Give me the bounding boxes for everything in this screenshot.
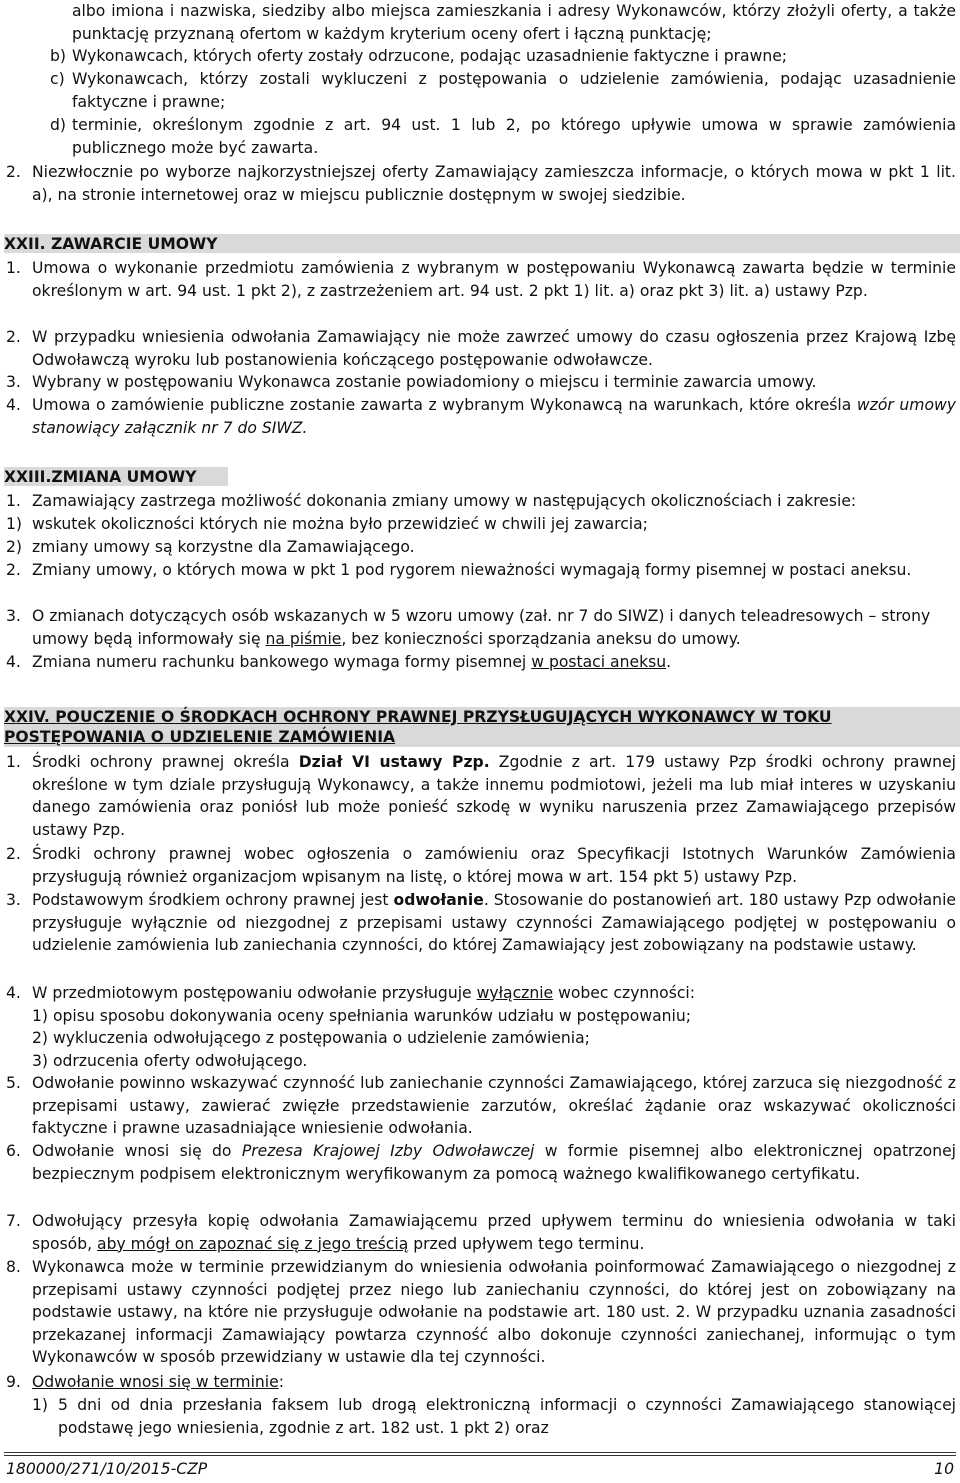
s22-item-4: 4. Umowa o zamówienie publiczne zostanie zawarta z wybranym Wykonawcą na warunkach, które określa wzór umowy stanowiący załącznik nr 7 do SIWZ. <box>6 396 956 437</box>
s23-subitem-1: 1) wskutek okoliczności których nie można było przewidzieć w chwili jej zawarcia; <box>6 515 648 533</box>
s24-item-8: 8. Wykonawca może w terminie przewidzianym do wniesienia odwołania poinformować Zamawiającego o niezgodnej z przepisami ustawy czynności podjętej przez niego lub zaniechaniu czynności, do której jest on zobowiązany na podstawie ustawy, na które nie przysługuje odwołanie na podstawie art. 180 ust. 2. W przypadku uznania zasadności przekazanej informacji Zamawiający powtarza czynność albo dokonuje czynności zaniechanej, informując o tym Wykonawców w sposób przewidziany w ustawie dla tej czynności. <box>6 1258 956 1366</box>
s23-item-4: 4. Zmiana numeru rachunku bankowego wymaga formy pisemnej w postaci aneksu. <box>6 653 672 671</box>
s24-item-5: 5. Odwołanie powinno wskazywać czynność lub zaniechanie czynności Zamawiającego, której zarzuca się niezgodność z przepisami ustawy, zawierać zwięzłe przedstawienie zarzutów, określać żądanie oraz wskazywać okoliczności faktyczne i prawne uzasadniające wniesienie odwołania. <box>6 1074 956 1137</box>
s23-item-2: 2. Zmiany umowy, o których mowa w pkt 1 pod rygorem nieważności wymagają formy pisemnej w postaci aneksu. <box>6 561 912 579</box>
section-heading-xxiv: XXIV. POUCZENIE O ŚRODKACH OCHRONY PRAWNEJ PRZYSŁUGUJĄCYCH WYKONAWCY W TOKU POSTĘPOWANIA O UDZIELENIE ZAMÓWIENIA <box>4 707 960 747</box>
section-heading-xxii: XXII. ZAWARCIE UMOWY <box>4 234 960 253</box>
s24-item-2: 2. Środki ochrony prawnej wobec ogłoszenia o zamówieniu oraz Specyfikacji Istotnych Warunków Zamówienia przysługują również organizacjom wpisanym na listę, o której mowa w art. 154 pkt 5) ustawy Pzp. <box>6 845 956 886</box>
footer-page-number: 10 <box>934 1460 954 1478</box>
s24-item-9: 9. Odwołanie wnosi się w terminie: <box>6 1373 284 1391</box>
footer-divider <box>4 1452 956 1456</box>
s24-item-1: 1. Środki ochrony prawnej określa Dział VI ustawy Pzp. Zgodnie z art. 179 ustawy Pzp środki ochrony prawnej określone w tym dziale przysługują Wykonawcy, a także innemu podmiotowi, jeżeli ma lub miał interes w uzyskaniu danego zamówienia oraz poniósł lub może ponieść szkodę w wyniku naruszenia przez Zamawiającego przepisów ustawy Pzp. <box>6 753 956 839</box>
s22-item-1: 1. Umowa o wykonanie przedmiotu zamówienia z wybranym w postępowaniu Wykonawcą zawarta będzie w terminie określonym w art. 94 ust. 1 pkt 2), z zastrzeżeniem art. 94 ust. 2 pkt 1) lit. a) oraz pkt 3) lit. a) ustawy Pzp. <box>6 259 956 300</box>
paragraph-a-continuation: albo imiona i nazwiska, siedziby albo miejsca zamieszkania i adresy Wykonawców, którzy złożyli oferty, a także punktację przyznaną ofertom w każdym kryterium oceny ofert i łączną punktację; <box>72 2 956 43</box>
paragraph-2: 2. Niezwłocznie po wyborze najkorzystniejszej oferty Zamawiający zamieszcza informacje, o których mowa w pkt 1 lit. a), na stronie internetowej oraz w miejscu publicznie dostępnym w swojej siedzibie. <box>6 163 956 204</box>
s22-item-2: 2. W przypadku wniesienia odwołania Zamawiający nie może zawrzeć umowy do czasu ogłoszenia przez Krajową Izbę Odwoławczą wyroku lub postanowienia kończącego postępowanie odwoławcze. <box>6 328 956 369</box>
s24-item-9-subitem-1: 1) 5 dni od dnia przesłania faksem lub drogą elektroniczną informacji o czynności Zamawiającego stanowiącej podstawę jego wniesienia, zgodnie z art. 182 ust. 1 pkt 2) oraz <box>32 1396 956 1437</box>
s22-item-3: 3. Wybrany w postępowaniu Wykonawca zostanie powiadomiony o miejscu i terminie zawarcia umowy. <box>6 373 817 391</box>
s24-item-4: 4. W przedmiotowym postępowaniu odwołanie przysługuje wyłącznie wobec czynności: 1) opisu sposobu dokonywania oceny spełniania warunków udziału w postępowaniu; 2) wykluczenia odwołującego z postępowania o udzielenie zamówienia; 3) odrzucenia oferty odwołującego. <box>6 984 696 1070</box>
s24-item-3: 3. Podstawowym środkiem ochrony prawnej jest odwołanie. Stosowanie do postanowień art. 180 ustawy Pzp odwołanie przysługuje wyłącznie od niezgodnej z przepisami ustawy czynności Zamawiającego podjętej w postępowaniu o udzielenie zamówienia lub zaniechania czynności, do której Zamawiający jest zobowiązany na podstawie ustawy. <box>6 891 956 954</box>
s23-item-3: 3. O zmianach dotyczących osób wskazanych w 5 wzoru umowy (zał. nr 7 do SIWZ) i danych teleadresowych – strony umowy będą informowały się na piśmie, bez konieczności sporządzania aneksu do umowy. <box>6 607 931 648</box>
s24-item-7: 7. Odwołujący przesyła kopię odwołania Zamawiającemu przed upływem terminu do wniesienia odwołania w taki sposób, aby mógł on zapoznać się z jego treścią przed upływem tego terminu. <box>6 1212 956 1253</box>
s24-item-6: 6. Odwołanie wnosi się do Prezesa Krajowej Izby Odwoławczej w formie pisemnej albo elektronicznej opatrzonej bezpiecznym podpisem elektronicznym weryfikowanym za pomocą ważnego kwalifikowanego certyfikatu. <box>6 1142 957 1183</box>
section-heading-xxiii: XXIII.ZMIANA UMOWY <box>4 467 228 486</box>
s23-item-1: 1. Zamawiający zastrzega możliwość dokonania zmiany umowy w następujących okolicznościach i zakresie: <box>6 492 857 510</box>
footer-document-id: 180000/271/10/2015-CZP <box>6 1460 208 1478</box>
list-item-c: c) Wykonawcach, którzy zostali wykluczeni z postępowania o udzielenie zamówienia, podając uzasadnienie faktyczne i prawne; <box>50 70 956 111</box>
list-item-d: d) terminie, określonym zgodnie z art. 94 ust. 1 lub 2, po którego upływie umowa w sprawie zamówienia publicznego może być zawarta. <box>50 116 956 157</box>
list-item-b: b) Wykonawcach, których oferty zostały odrzucone, podając uzasadnienie faktyczne i prawne; <box>50 47 788 65</box>
s23-subitem-2: 2) zmiany umowy są korzystne dla Zamawiającego. <box>6 538 415 556</box>
